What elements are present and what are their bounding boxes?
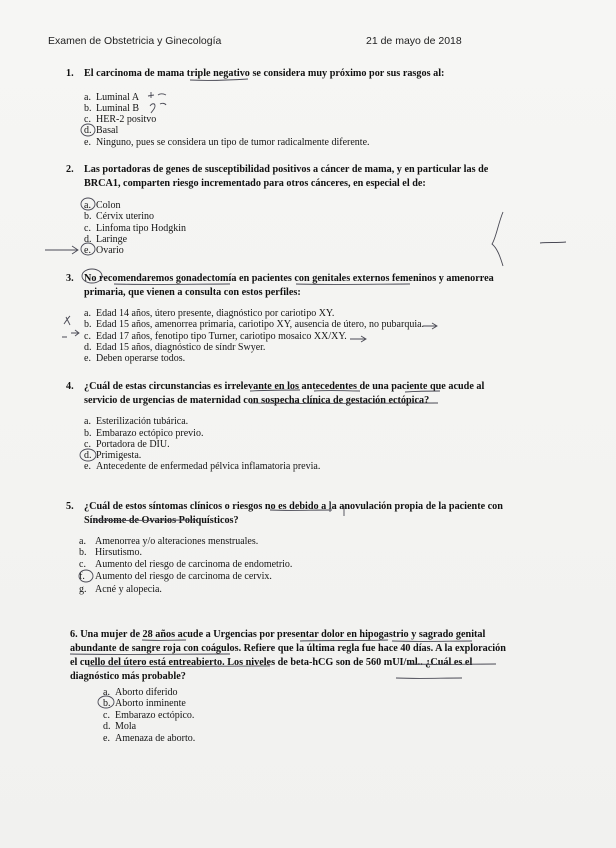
q6-option-e[interactable]: e. Amenaza de aborto. [103, 733, 196, 744]
question-3 [66, 272, 494, 300]
q5-option-g[interactable]: g. Acné y alopecia. [79, 584, 162, 595]
question-number: 1. [66, 68, 74, 79]
q2-option-e[interactable]: e. Ovario [84, 245, 124, 256]
q2-option-d[interactable]: d. Laringe [84, 234, 128, 245]
q3-option-e[interactable]: e. Deben operarse todos. [84, 353, 186, 364]
question-5 [66, 500, 503, 528]
exam-date: 21 de mayo de 2018 [366, 35, 462, 47]
question-text: ¿Cuál de estas circunstancias es irrelevante en los antecedentes de una paciente que acude al [84, 381, 485, 392]
question-6 [70, 628, 510, 684]
question-text: diagnóstico más probable? [70, 671, 186, 682]
q2-option-c[interactable]: c. Linfoma tipo Hodgkin [84, 223, 186, 234]
q6-option-b[interactable]: b. Aborto inminente [103, 698, 186, 709]
question-text: ¿Cuál de estos síntomas clínicos o riesgos no es debido a la anovulación propia de la paciente con [84, 501, 503, 512]
q4-option-d[interactable]: d. Primigesta. [84, 450, 142, 461]
q5-option-f[interactable]: f. Aumento del riesgo de carcinoma de cervix. [79, 571, 272, 582]
q6-option-d[interactable]: d. Mola [103, 721, 137, 732]
question-number: 3. [66, 273, 74, 284]
question-4 [66, 380, 484, 408]
q6-option-a[interactable]: a. Aborto diferido [103, 687, 178, 698]
q1-option-d[interactable]: d. Basal [84, 125, 119, 136]
question-text: servicio de urgencias de maternidad con sospecha clínica de gestación ectópica? [84, 395, 430, 406]
question-text: BRCA1, comparten riesgo incrementado para otros cánceres, en especial el de: [84, 178, 426, 189]
q3-option-b[interactable]: b. Edad 15 años, amenorrea primaria, cariotipo XY, ausencia de útero, no pubarquia. [84, 319, 425, 330]
q4-option-e[interactable]: e. Antecedente de enfermedad pélvica inflamatoria previa. [84, 461, 321, 472]
q6-option-c[interactable]: c. Embarazo ectópico. [103, 710, 195, 721]
exam-title: Examen de Obstetricia y Ginecología [48, 35, 222, 47]
q4-option-c[interactable]: c. Portadora de DIU. [84, 439, 170, 450]
q4-option-a[interactable]: a. Esterilización tubárica. [84, 416, 189, 427]
q1-option-b[interactable]: b. Luminal B [84, 103, 140, 114]
question-number: 5. [66, 501, 74, 512]
question-number: 2. [66, 164, 74, 175]
q5-option-a[interactable]: a. Amenorrea y/o alteraciones menstruales. [79, 536, 259, 547]
q5-option-c[interactable]: c. Aumento del riesgo de carcinoma de endometrio. [79, 559, 293, 570]
question-text: Una mujer de 28 años acude a Urgencias por presentar dolor en hipogastrio y sagrado genital [80, 629, 486, 640]
question-number: 6. [70, 629, 78, 640]
q3-option-a[interactable]: a. Edad 14 años, útero presente, diagnóstico por cariotipo XY. [84, 308, 335, 319]
q1-option-e[interactable]: e. Ninguno, pues se considera un tipo de tumor radicalmente diferente. [84, 137, 370, 148]
question-text: Síndrome de Ovarios Poliquísticos? [84, 515, 239, 526]
question-1 [66, 67, 444, 81]
q5-option-b[interactable]: b. Hirsutismo. [79, 547, 142, 558]
q2-option-a[interactable]: a. Colon [84, 200, 121, 211]
question-text: abundante de sangre roja con coágulos. Refiere que la última regla fue hace 40 días. A la exploración [70, 643, 506, 654]
q2-option-b[interactable]: b. Cérvix uterino [84, 211, 155, 222]
q1-option-c[interactable]: c. HER-2 positvo [84, 114, 157, 125]
q3-option-d[interactable]: d. Edad 15 años, diagnóstico de síndr Swyer. [84, 342, 266, 353]
question-text: primaria, que vienen a consulta con estos perfiles: [84, 287, 301, 298]
question-2 [66, 163, 488, 191]
question-text: el cuello del útero está entreabierto. Los niveles de beta-hCG son de 560 mUI/ml.. ¿Cuál es el [70, 657, 473, 668]
q1-option-a[interactable]: a. Luminal A [84, 92, 140, 103]
question-text: Las portadoras de genes de susceptibilidad positivos a cáncer de mama, y en particular las de [84, 164, 489, 175]
question-text: No recomendaremos gonadectomía en pacientes con genitales externos femeninos y amenorrea [84, 273, 494, 284]
q4-option-b[interactable]: b. Embarazo ectópico previo. [84, 428, 204, 439]
q3-option-c[interactable]: c. Edad 17 años, fenotipo tipo Turner, cariotipo mosaico XX/XY. [84, 331, 347, 342]
question-text: El carcinoma de mama triple negativo se considera muy próximo por sus rasgos al: [84, 68, 445, 79]
question-number: 4. [66, 381, 74, 392]
